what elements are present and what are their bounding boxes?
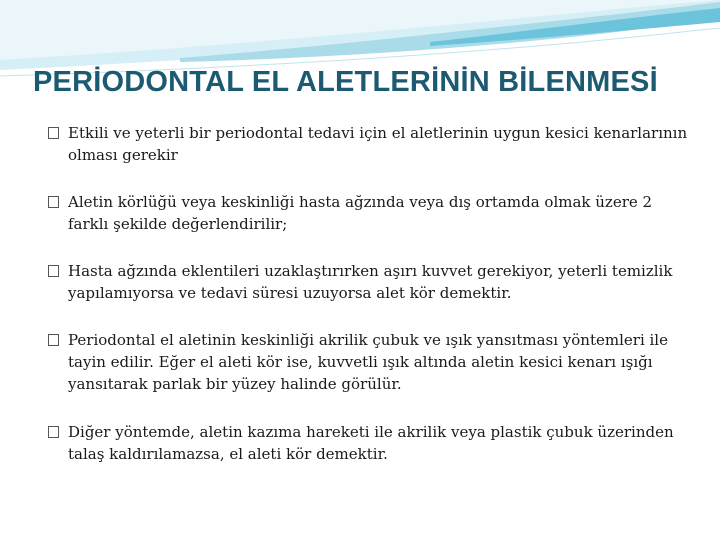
bullet-text: Hasta ağzında eklentileri uzaklaştırırken aşırı kuvvet gerekiyor, yeterli temizlik yapılamıyorsa ve tedavi süresi uzuyorsa alet kör demektir. [68,262,673,302]
slide-title: PERİODONTAL EL ALETLERİNİN BİLENMESİ [33,66,658,98]
empty-square-icon [48,426,59,438]
bullet-list [48,122,688,490]
empty-square-icon [48,334,59,346]
bullet-text: Etkili ve yeterli bir periodontal tedavi için el aletlerinin uygun kesici kenarlarının olması gerekir [68,124,688,164]
bullet-item [48,260,688,304]
bullet-item [48,329,688,395]
bullet-text: Aletin körlüğü veya keskinliği hasta ağzında veya dış ortamda olmak üzere 2 farklı şekilde değerlendirilir; [68,193,653,233]
bullet-item [48,122,688,166]
bullet-item [48,191,688,235]
bullet-text: Diğer yöntemde, aletin kazıma hareketi ile akrilik veya plastik çubuk üzerinden talaş kaldırılamazsa, el aleti kör demektir. [68,423,674,463]
empty-square-icon [48,265,59,277]
empty-square-icon [48,196,59,208]
bullet-item [48,421,688,465]
bullet-text: Periodontal el aletinin keskinliği akrilik çubuk ve ışık yansıtması yöntemleri ile tayin edilir. Eğer el aleti kör ise, kuvvetli ışık altında aletin kesici kenarı ışığı yansıtarak parlak bir yüzey halinde görülür. [68,331,668,393]
empty-square-icon [48,127,59,139]
